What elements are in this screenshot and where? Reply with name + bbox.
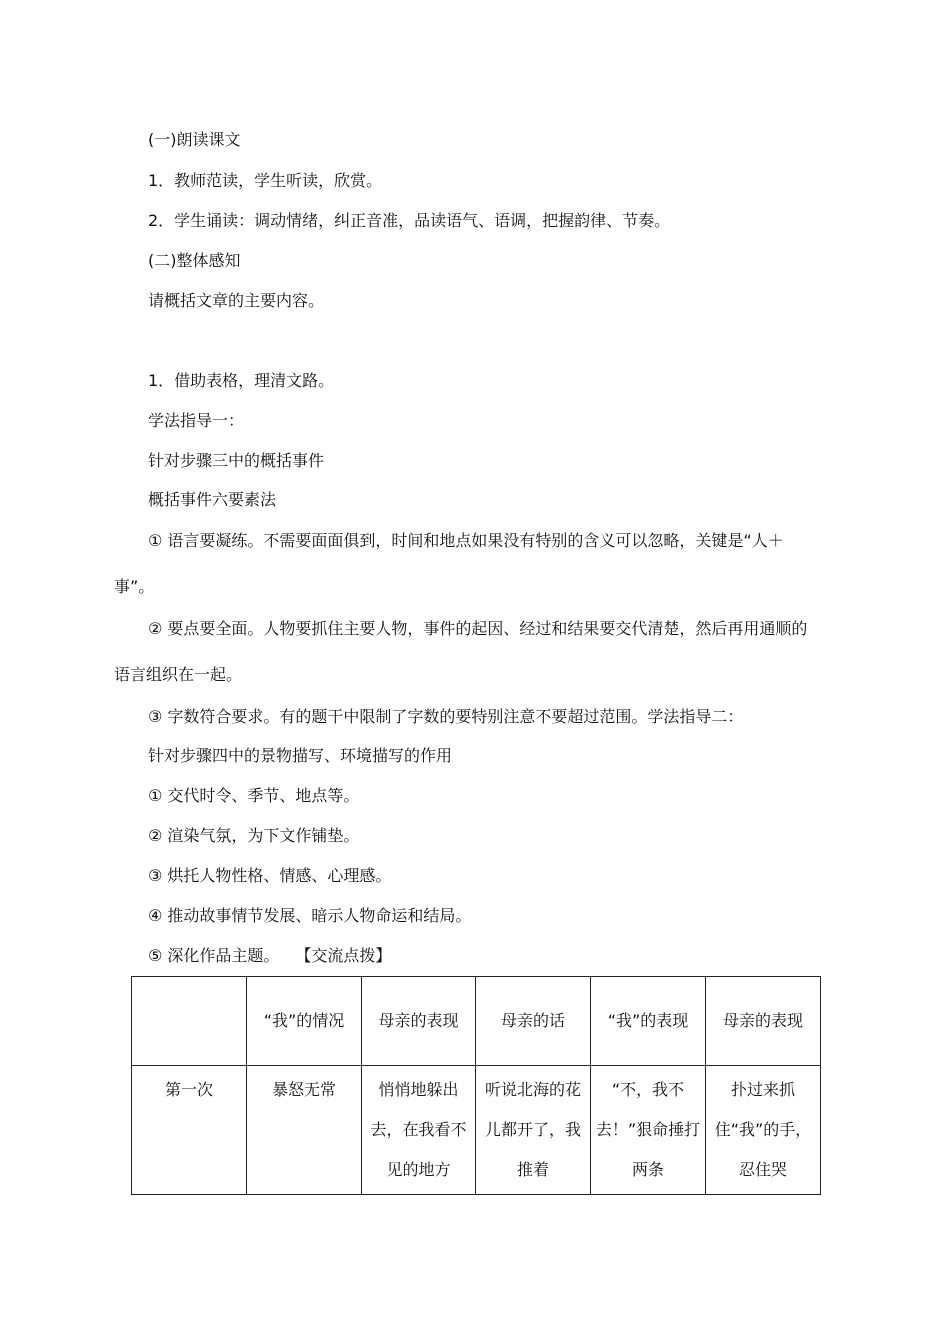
paragraph: ② 要点要全面。人物要抓住主要人物，事件的起因、经过和结果要交代清楚，然后再用通顺的	[148, 619, 808, 638]
table-header-cell: 母亲的表现	[706, 977, 821, 1066]
paragraph: ② 渲染气氛，为下文作铺垫。	[148, 826, 360, 845]
table-header-cell: “我”的表现	[591, 977, 706, 1066]
paragraph: 1．教师范读，学生听读，欣赏。	[148, 171, 383, 190]
section-heading-reading: (一)朗读课文	[148, 130, 241, 149]
comparison-table	[131, 976, 821, 1195]
paragraph: ③ 字数符合要求。有的题干中限制了字数的要特别注意不要超过范围。学法指导二：	[148, 707, 744, 726]
table-cell: “不，我不去！”狠命捶打两条	[591, 1066, 706, 1195]
paragraph: 请概括文章的主要内容。	[148, 291, 325, 310]
paragraph: ④ 推动故事情节发展、暗示人物命运和结局。	[148, 906, 472, 925]
paragraph: 学法指导一：	[148, 411, 245, 430]
table-row	[132, 1066, 821, 1195]
paragraph: 2．学生诵读：调动情绪，纠正音准，品读语气、语调，把握韵律、节奏。	[148, 211, 671, 230]
paragraph: ① 交代时令、季节、地点等。	[148, 786, 360, 805]
table-cell: 听说北海的花儿都开了，我推着	[476, 1066, 591, 1195]
paragraph: 1．借助表格，理清文路。	[148, 371, 335, 390]
paragraph: 事”。	[114, 577, 155, 596]
table-header-cell: 母亲的表现	[362, 977, 476, 1066]
section-heading-overview: (二)整体感知	[148, 251, 241, 270]
table-cell: 悄悄地躲出去，在我看不见的地方	[362, 1066, 476, 1195]
paragraph: 语言组织在一起。	[114, 665, 243, 684]
paragraph: ⑤ 深化作品主题。 【交流点拨】	[148, 946, 392, 965]
table-cell: 第一次	[132, 1066, 247, 1195]
table-header-row	[132, 977, 821, 1066]
table-header-cell: 母亲的话	[476, 977, 591, 1066]
table-header-cell: “我”的情况	[247, 977, 362, 1066]
paragraph: ③ 烘托人物性格、情感、心理感。	[148, 866, 392, 885]
table-cell: 暴怒无常	[247, 1066, 362, 1195]
paragraph: ① 语言要凝练。不需要面面俱到，时间和地点如果没有特别的含义可以忽略，关键是“人＋	[148, 531, 784, 550]
paragraph: 针对步骤三中的概括事件	[148, 451, 325, 470]
table-cell: 扑过来抓住“我”的手，忍住哭	[706, 1066, 821, 1195]
paragraph: 概括事件六要素法	[148, 490, 277, 509]
table-header-cell	[132, 977, 247, 1066]
paragraph: 针对步骤四中的景物描写、环境描写的作用	[148, 746, 453, 765]
